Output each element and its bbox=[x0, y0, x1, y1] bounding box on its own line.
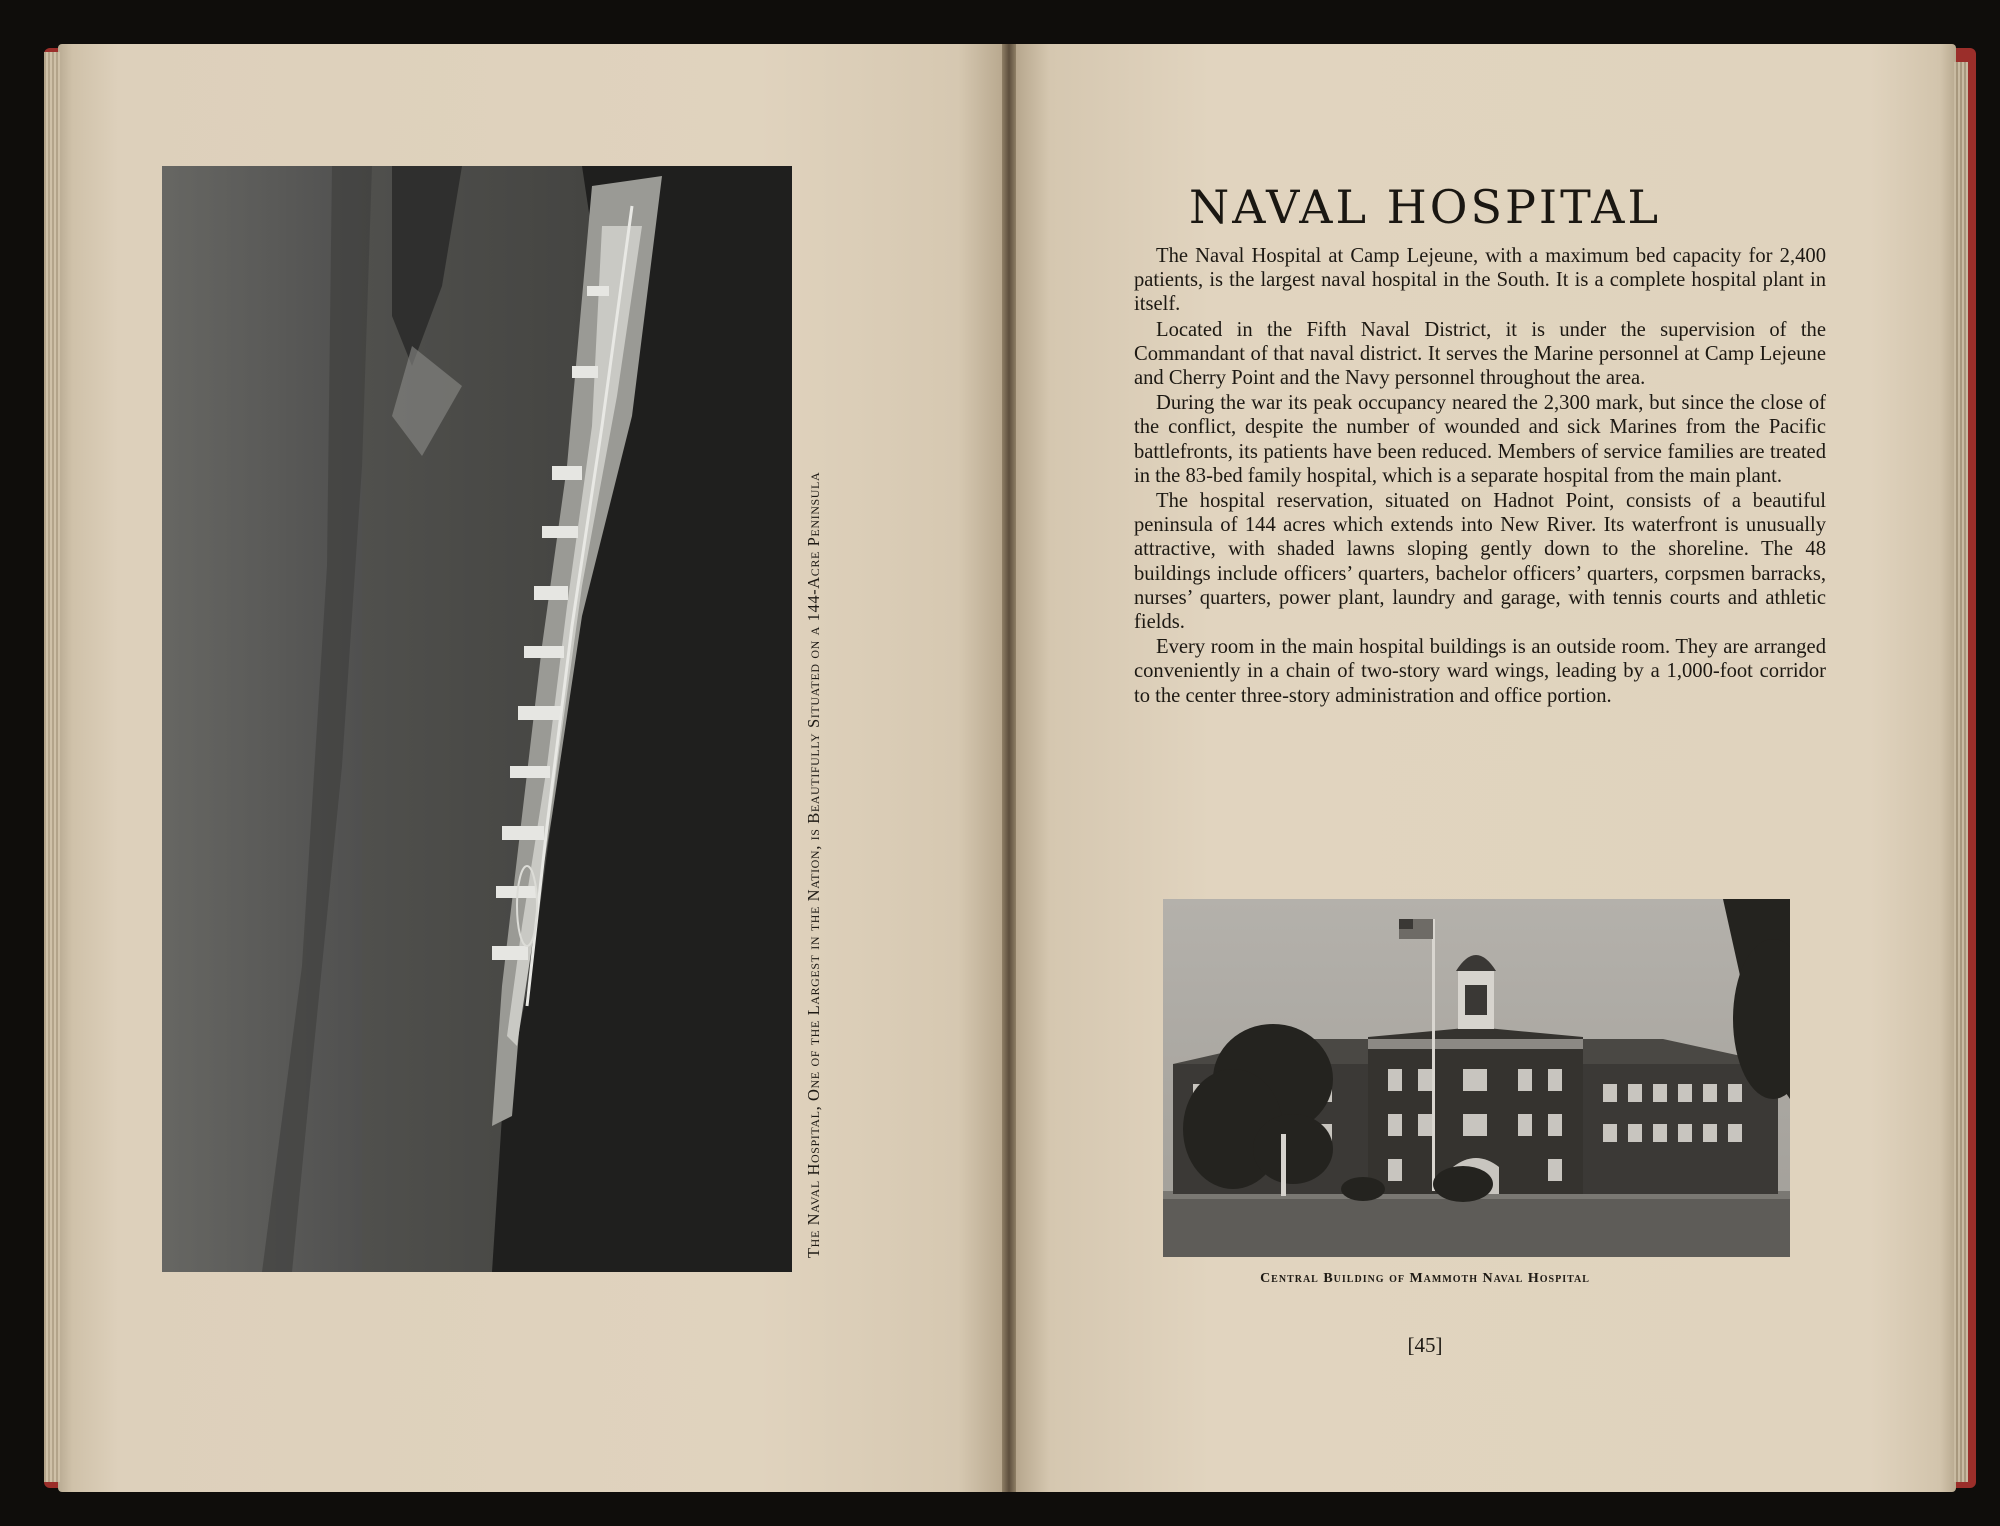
paragraph: The Naval Hospital at Camp Lejeune, with a maximum bed capacity for 2,400 patients, is the largest naval hospital in the South. It is a complete hospital plant in itself. bbox=[1134, 245, 1826, 316]
page-title: NAVAL HOSPITAL bbox=[1188, 180, 1662, 234]
page-number: [45] bbox=[1407, 1333, 1443, 1357]
paragraph: Located in the Fifth Naval District, it is under the supervision of the Commandant of that naval district. It serves the Marine personnel at Camp Lejeune and Cherry Point and the Navy personnel throughout the area. bbox=[1134, 318, 1826, 390]
building-photo bbox=[1163, 899, 1790, 1257]
aerial-photo bbox=[162, 166, 792, 1272]
paragraph: The hospital reservation, situated on Hadnot Point, consists of a beautiful peninsula of 144 acres which extends into New River. Its waterfront is unusually attractive, with shaded lawns sloping gently down to the shoreline. The 48 buildings include officers’ quarters, bachelor officers’ quarters, corpsmen barracks, nurses’ quarters, power plant, laundry and garage, with tennis courts and athletic fields. bbox=[1134, 490, 1826, 634]
article-body bbox=[1134, 244, 1826, 709]
paragraph: During the war its peak occupancy neared the 2,300 mark, but since the close of the conflict, despite the number of wounded and sick Marines from the Pacific battlefronts, its patients have been reduced. Members of service families are treated in the 83-bed family hospital, which is a separate hospital from the main plant. bbox=[1134, 392, 1826, 487]
right-page-edges bbox=[1954, 62, 1968, 1482]
building-photo-caption: Central Building of Mammoth Naval Hospital bbox=[1260, 1271, 1590, 1286]
aerial-photo-caption: The Naval Hospital, One of the Largest in the Nation, is Beautifully Situated on a 144-Acre Peninsula bbox=[804, 471, 823, 1258]
left-page-edges bbox=[44, 52, 60, 1482]
paragraph: Every room in the main hospital buildings is an outside room. They are arranged conveniently in a chain of two-story ward wings, leading by a 1,000-foot corridor to the center three-story administration and office portion. bbox=[1134, 636, 1826, 707]
